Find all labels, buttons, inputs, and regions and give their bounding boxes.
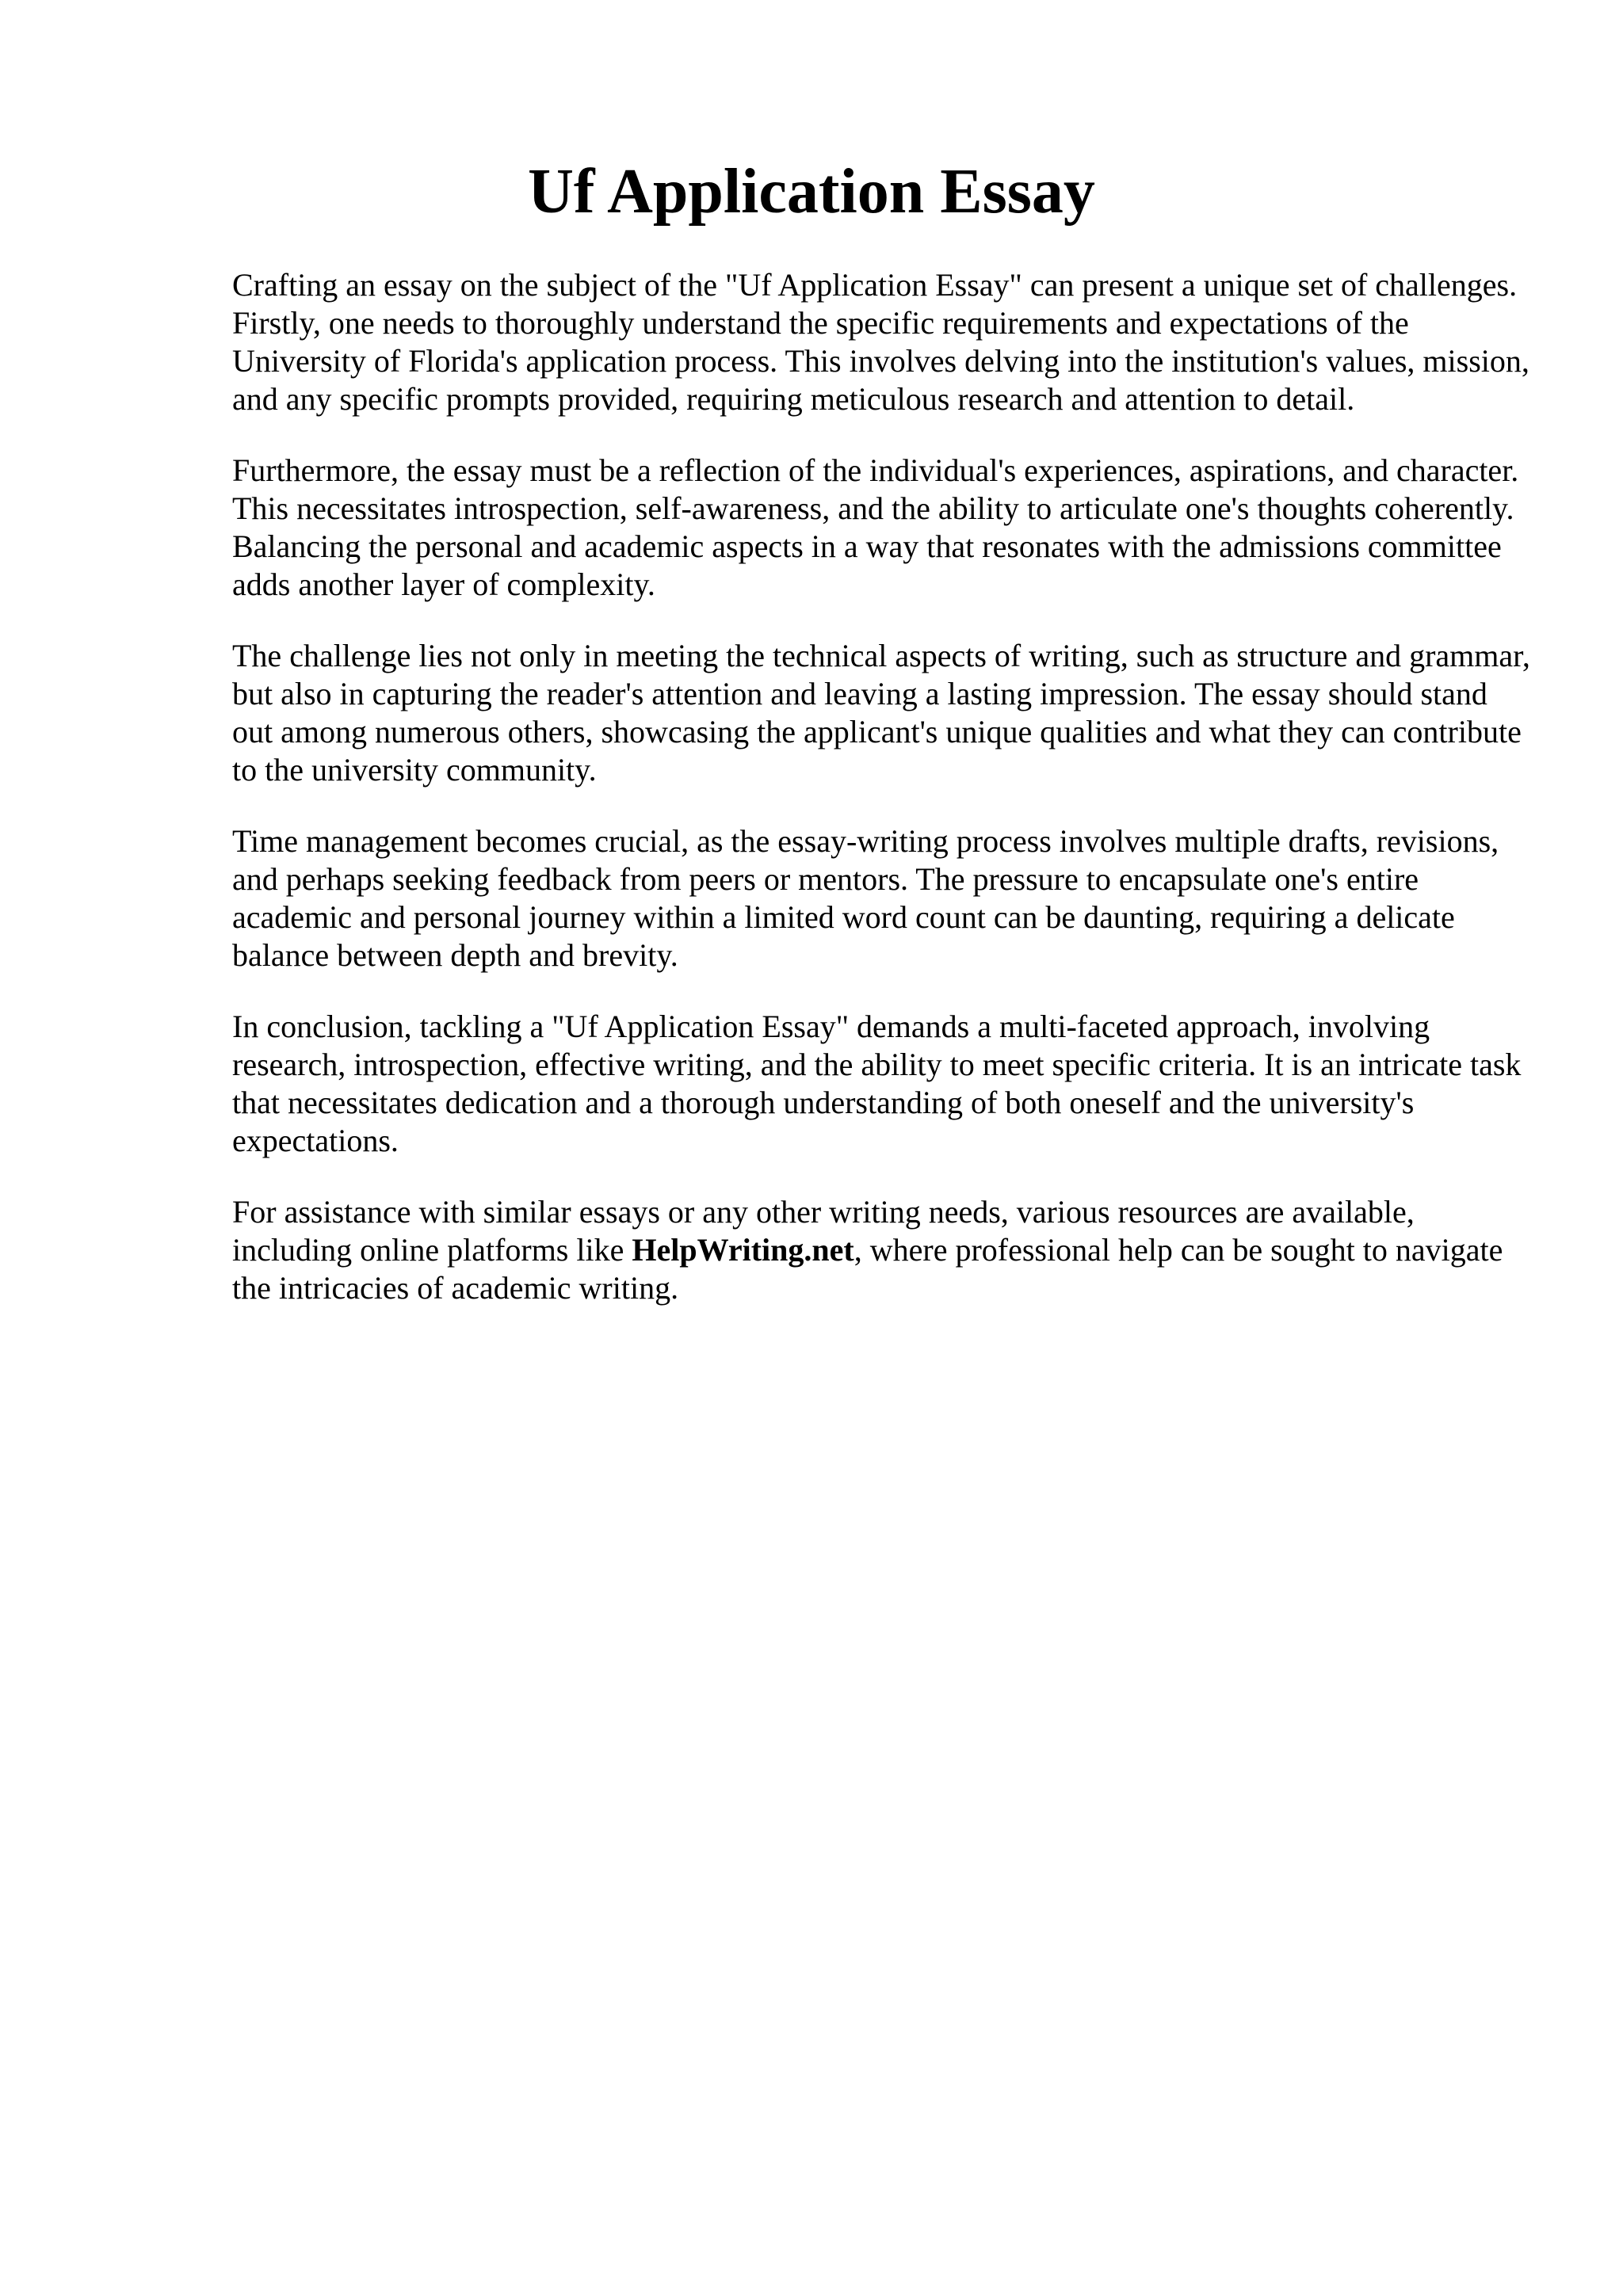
paragraph-6-text-after-link: , where professional help can be sought to navigate the intricacies of academic writing. [232, 1232, 1503, 1306]
paragraph-4: Time management becomes crucial, as the essay-writing process involves multiple drafts, revisions, and perhaps seeking feedback from peers or mentors. The pressure to encapsulate one's entire academic and personal journey within a limited word count can be daunting, requiring a delicate balance between depth and brevity. [232, 823, 1499, 973]
paragraph-6 [232, 1193, 1532, 1307]
helpwriting-link[interactable]: HelpWriting.net [632, 1232, 854, 1268]
paragraph-5: In conclusion, tackling a "Uf Application Essay" demands a multi-faceted approach, involving research, introspection, effective writing, and the ability to meet specific criteria. It is an intricate task that necessitates dedication and a thorough understanding of both oneself and the university's expectations. [232, 1009, 1522, 1158]
page-title: Uf Application Essay [528, 157, 1095, 227]
paragraph-3: The challenge lies not only in meeting the technical aspects of writing, such as structure and grammar, but also in capturing the reader's attention and leaving a lasting impression. The essay should stand out among numerous others, showcasing the applicant's unique qualities and what they can contribute to the university community. [232, 638, 1530, 788]
paragraph-6-text-before-link: For assistance with similar essays or any other writing needs, various resources are available, including online platforms like [232, 1194, 1415, 1268]
essay-body [232, 266, 1532, 1341]
paragraph-1: Crafting an essay on the subject of the "Uf Application Essay" can present a unique set of challenges. Firstly, one needs to thoroughly understand the specific requirements and expectations of the University of Florida's application process. This involves delving into the institution's values, mission, and any specific prompts provided, requiring meticulous research and attention to detail. [232, 267, 1529, 417]
paragraph-2: Furthermore, the essay must be a reflection of the individual's experiences, aspirations, and character. This necessitates introspection, self-awareness, and the ability to articulate one's thoughts coherently. Balancing the personal and academic aspects in a way that resonates with the admissions committee adds another layer of complexity. [232, 452, 1519, 602]
